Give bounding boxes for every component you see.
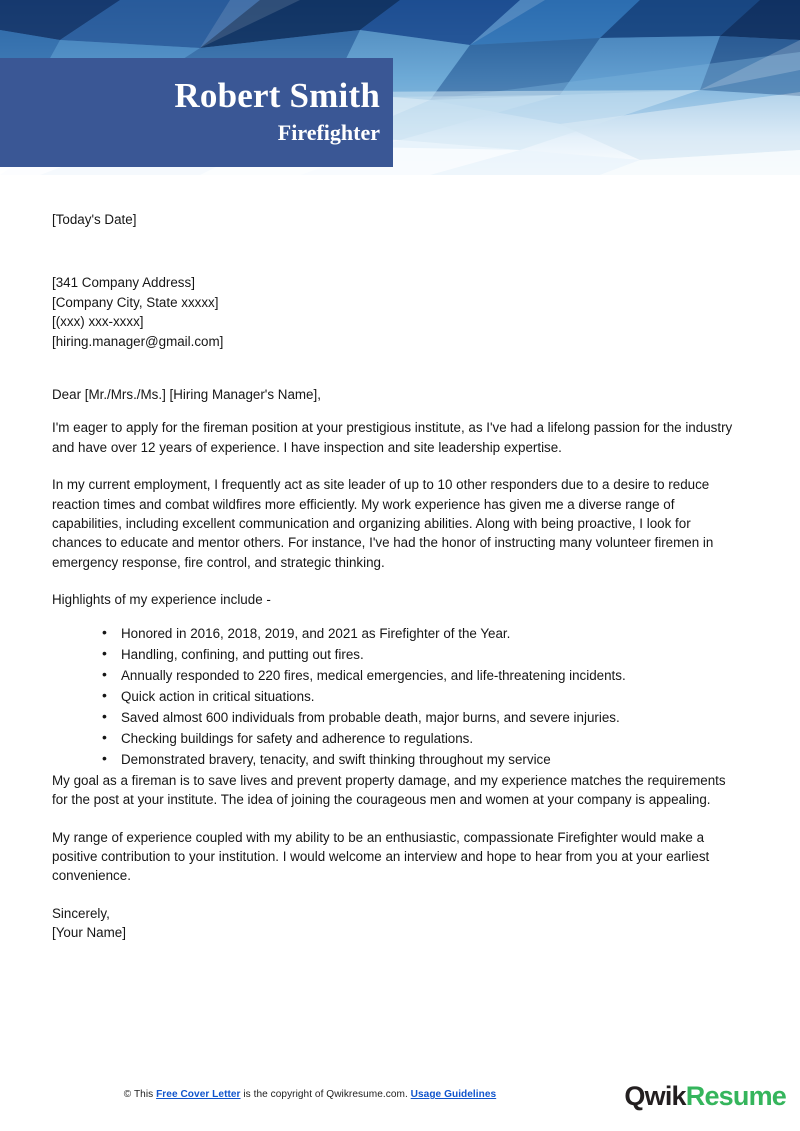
list-item: • Quick action in critical situations. [102, 687, 744, 706]
brand-name-part-two: Resume [685, 1081, 786, 1111]
paragraph-intro: I'm eager to apply for the fireman position at your prestigious institute, as I've had a lifelong passion for the industry and have over 12 years of experience. I have inspection and site leadership expertise. [52, 420, 733, 455]
highlights-intro: Highlights of my experience include - [52, 592, 271, 608]
name-banner [0, 58, 393, 167]
list-item: • Handling, confining, and putting out fires. [102, 645, 744, 664]
paragraph-experience: In my current employment, I frequently act as site leader of up to 10 other responders due to a desire to reduce reaction times and combat wildfires more efficiently. My work experience has given me a diverse range of capabilities, including excellent communication and organizing abilities. Along with being proactive, I look for chances to educate and mentor others. For instance, I've had the honor of instructing many volunteer firemen in emergency response, fire control, and strategic thinking. [52, 477, 714, 570]
list-item: • Saved almost 600 individuals from probable death, major burns, and severe injuries. [102, 708, 744, 727]
paragraph-closing-pitch: My range of experience coupled with my ability to be an enthusiastic, compassionate Firefighter would make a positive contribution to your institution. I would welcome an interview and hope to hear from you at your earliest convenience. [52, 829, 710, 884]
qwikresume-logo[interactable] [624, 1081, 786, 1112]
applicant-job-title: Firefighter [277, 119, 380, 145]
page-title: Robert Smith [174, 75, 380, 115]
closing-salutation: Sincerely, [52, 905, 110, 921]
recipient-address-block [52, 273, 744, 351]
recipient-email: [hiring.manager@gmail.com] [52, 333, 224, 349]
recipient-street: [341 Company Address] [52, 275, 195, 291]
signature-block [52, 904, 744, 943]
copyright-notice [0, 1089, 620, 1100]
salutation: Dear [Mr./Mrs./Ms.] [Hiring Manager's Name], [52, 387, 321, 403]
list-item: • Honored in 2016, 2018, 2019, and 2021 as Firefighter of the Year. [102, 624, 744, 643]
free-cover-letter-link[interactable]: Free Cover Letter [156, 1089, 241, 1100]
list-item: • Demonstrated bravery, tenacity, and swift thinking throughout my service [102, 750, 744, 769]
copyright-middle: is the copyright of Qwikresume.com. [240, 1089, 411, 1100]
list-item: • Annually responded to 220 fires, medical emergencies, and life-threatening incidents. [102, 666, 744, 685]
paragraph-goal: My goal as a fireman is to save lives and prevent property damage, and my experience matches the requirements for the post at your institute. The idea of joining the courageous men and women at your company is appealing. [52, 772, 726, 808]
letterhead-banner [0, 0, 800, 175]
recipient-city-state-zip: [Company City, State xxxxx] [52, 294, 219, 310]
recipient-phone: [(xxx) xxx-xxxx] [52, 314, 144, 330]
page-footer [0, 1075, 800, 1131]
usage-guidelines-link[interactable]: Usage Guidelines [410, 1089, 497, 1100]
highlights-list [52, 624, 744, 769]
brand-name-part-one: Qwik [624, 1081, 686, 1111]
signature-name-placeholder: [Your Name] [52, 925, 126, 941]
copyright-prefix: © This [123, 1089, 157, 1100]
date-placeholder: [Today's Date] [52, 212, 137, 227]
cover-letter-body [52, 210, 744, 943]
list-item: • Checking buildings for safety and adherence to regulations. [102, 729, 744, 748]
